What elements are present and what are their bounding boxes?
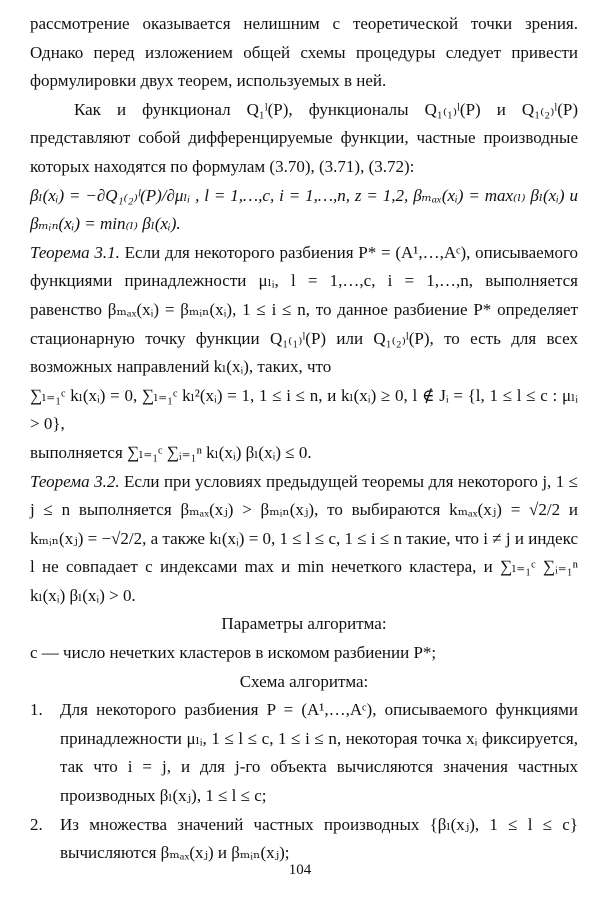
scheme-heading: Схема алгоритма: xyxy=(239,671,369,691)
param-c: c — число нечетких кластеров в искомом разбиении P*; xyxy=(30,643,437,663)
list-item xyxy=(30,811,578,868)
paragraph-intro: рассмотрение оказывается нелишним с теоретической точки зрения. Однако перед изложением общей схемы процедуры следует привести формулировки двух теорем, используемых в ней. xyxy=(30,14,578,91)
step-number: 2. xyxy=(30,814,43,834)
step-text: Из множества значений частных производных {βₗ(xⱼ), 1 ≤ l ≤ c} вычисляются βₘₐₓ(xⱼ) и βₘᵢₙ(xⱼ); xyxy=(60,814,578,863)
algorithm-steps xyxy=(30,696,578,868)
paragraph-functionals: Как и функционал Q₁ˡ(P), функционалы Q₁₍₁₎ˡ(P) и Q₁₍₂₎ˡ(P) представляют собой дифференцируемые функции, частные производные которых находятся по формулам (3.70), (3.71), (3.72): xyxy=(30,99,578,176)
params-heading: Параметры алгоритма: xyxy=(221,614,387,634)
theorem-1-condition: ∑ₗ₌₁ᶜ kₗ(xᵢ) = 0, ∑ₗ₌₁ᶜ kₗ²(xᵢ) = 1, 1 ≤ i ≤ n, и kₗ(xᵢ) ≥ 0, l ∉ Jᵢ = {l, 1 ≤ l ≤ c : μₗᵢ > 0}, xyxy=(30,385,578,434)
step-text: Для некоторого разбиения P = (A¹,…,Aᶜ), описываемого функциями принадлежности μₗᵢ, 1 ≤ l ≤ c, 1 ≤ i ≤ n, некоторая точка xᵢ фиксируется, так что i = j, и для j-го объекта вычисляются значения частных производных βₗ(xⱼ), 1 ≤ l ≤ c; xyxy=(60,700,578,806)
list-item xyxy=(30,696,578,810)
formula-partial-derivatives: βₗ(xᵢ) = −∂Q₁₍₂₎ˡ(P)/∂μₗᵢ , l = 1,…,c, i = 1,…,n, z = 1,2, βₘₐₓ(xᵢ) = max₍ₗ₎ βₗ(xᵢ) и βₘᵢₙ(xᵢ) = min₍ₗ₎ βₗ(xᵢ). xyxy=(30,185,578,234)
theorem-1-label: Теорема 3.1. xyxy=(30,242,120,262)
theorem-1-conclusion: выполняется ∑ₗ₌₁ᶜ ∑ᵢ₌₁ⁿ kₗ(xᵢ) βₗ(xᵢ) ≤ 0. xyxy=(30,442,312,462)
page-number: 104 xyxy=(288,862,312,878)
theorem-2-label: Теорема 3.2. xyxy=(30,471,120,491)
theorem-2-text: Если при условиях предыдущей теоремы для некоторого j, 1 ≤ j ≤ n выполняется βₘₐₓ(xⱼ) > βₘᵢₙ(xⱼ), то выбираются kₘₐₓ(xⱼ) = √2/2 и kₘᵢₙ(xⱼ) = −√2/2, а также kₗ(xᵢ) = 0, 1 ≤ l ≤ c, 1 ≤ i ≤ n такие, что i ≠ j и индекс l не совпадает с индексами max и min нечеткого кластера, и ∑ₗ₌₁ᶜ ∑ᵢ₌₁ⁿ kₗ(xᵢ) βₗ(xᵢ) > 0. xyxy=(30,471,579,605)
theorem-2 xyxy=(30,468,578,611)
page-body xyxy=(30,10,578,868)
theorem-1 xyxy=(30,239,578,382)
theorem-1-text: Если для некоторого разбиения P* = (A¹,…,Aᶜ), описываемого функциями принадлежности μₗᵢ, l = 1,…,c, i = 1,…,n, выполняется равенство βₘₐₓ(xᵢ) = βₘᵢₙ(xᵢ), 1 ≤ i ≤ n, то данное разбиение P* определяет стационарную точку функции Q₁₍₁₎ˡ(P) или Q₁₍₂₎ˡ(P), то есть для всех возможных направлений kₗ(xᵢ), таких, что xyxy=(30,242,579,377)
step-number: 1. xyxy=(30,700,43,720)
